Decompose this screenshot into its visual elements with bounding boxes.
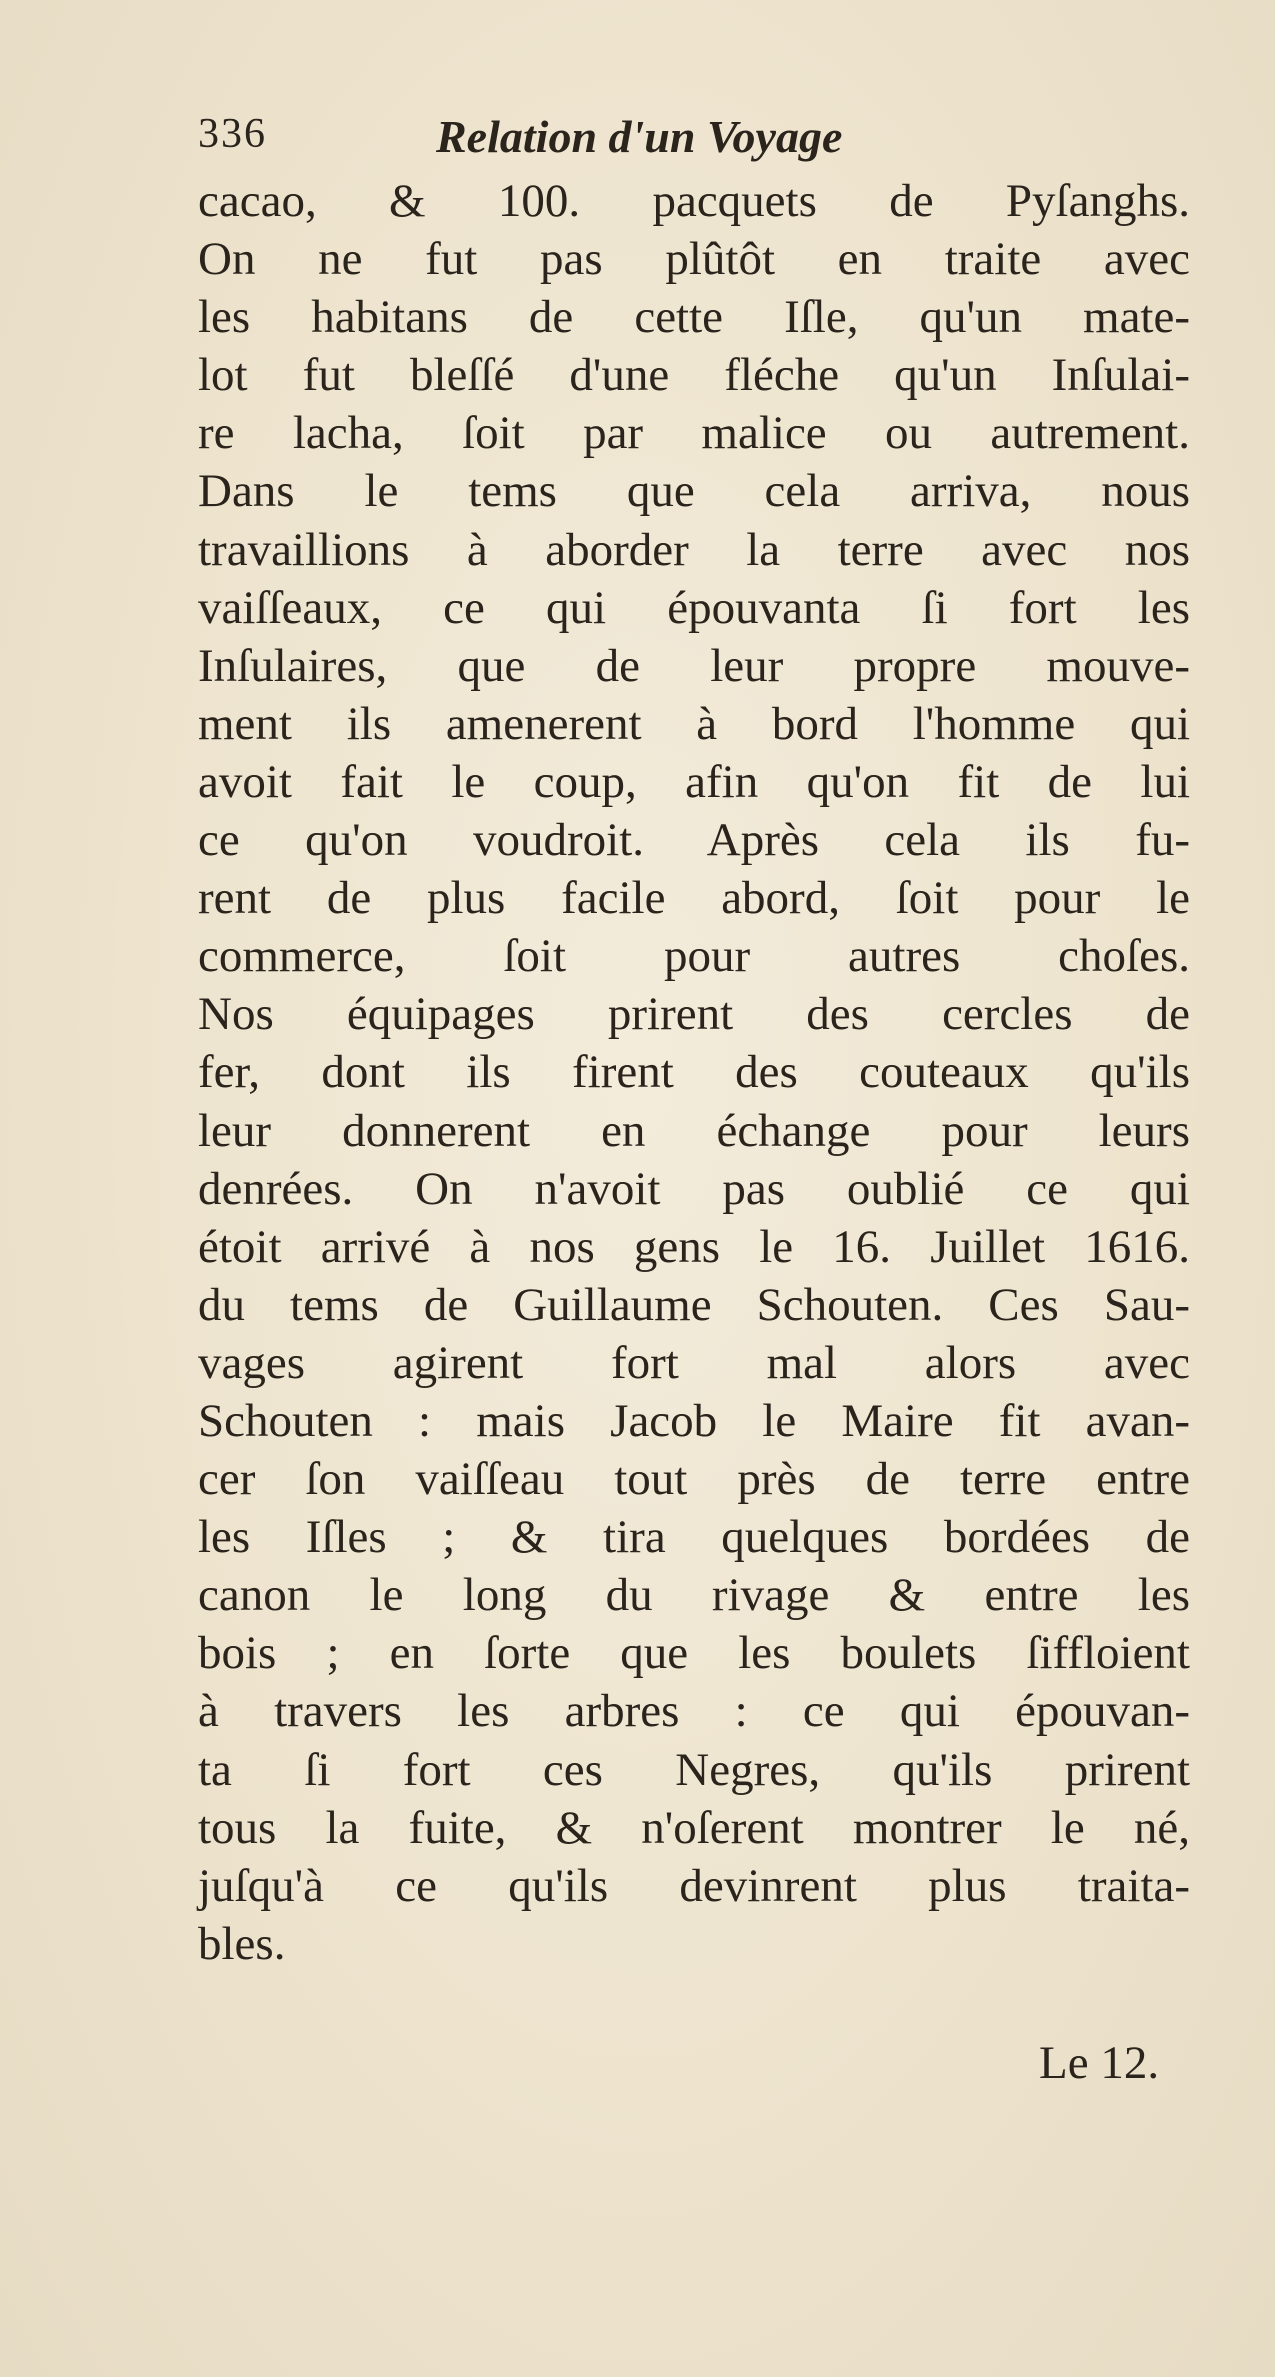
text-line: étoit arrivé à nos gens le 16. Juillet 1616.	[198, 1220, 1190, 1273]
text-line: lot fut bleſſé d'une fléche qu'un Inſulai-	[198, 349, 1190, 402]
catchword: Le 12.	[1039, 2037, 1160, 2089]
text-line: leur donnerent en échange pour leurs	[198, 1104, 1190, 1157]
text-line: rent de plus facile abord, ſoit pour le	[198, 872, 1190, 925]
text-line: à travers les arbres : ce qui épouvan-	[198, 1685, 1190, 1738]
text-line: fer, dont ils firent des couteaux qu'ils	[198, 1046, 1190, 1099]
text-line: ce qu'on voudroit. Après cela ils fu-	[198, 814, 1190, 867]
text-line: Dans le tems que cela arriva, nous	[198, 465, 1190, 518]
text-line: denrées. On n'avoit pas oublié ce qui	[198, 1162, 1190, 1215]
body-text	[198, 172, 1198, 1973]
text-line: les habitans de cette Iſle, qu'un mate-	[198, 291, 1190, 344]
text-line: cacao, & 100. pacquets de Pyſanghs.	[198, 175, 1190, 227]
text-line: Schouten : mais Jacob le Maire fit avan-	[198, 1394, 1190, 1447]
text-line: ta ſi fort ces Negres, qu'ils prirent	[198, 1743, 1190, 1796]
text-line: Nos équipages prirent des cercles de	[198, 988, 1190, 1041]
text-line: vages agirent fort mal alors avec	[198, 1336, 1190, 1389]
page-header	[198, 110, 1098, 170]
text-line: re lacha, ſoit par malice ou autrement.	[198, 407, 1190, 460]
text-line: tous la fuite, & n'oſerent montrer le né,	[198, 1801, 1190, 1854]
page-number: 336	[198, 111, 267, 157]
text-line: bles.	[198, 1917, 286, 1970]
text-line: vaiſſeaux, ce qui épouvanta ſi fort les	[198, 581, 1190, 634]
text-line: du tems de Guillaume Schouten. Ces Sau-	[198, 1278, 1190, 1331]
text-line: commerce, ſoit pour autres choſes.	[198, 930, 1190, 983]
text-line: avoit fait le coup, afin qu'on fit de lui	[198, 755, 1190, 808]
text-line: Inſulaires, que de leur propre mouve-	[198, 639, 1190, 692]
text-line: bois ; en ſorte que les boulets ſiffloient	[198, 1627, 1190, 1680]
text-line: les Iſles ; & tira quelques bordées de	[198, 1511, 1190, 1564]
text-line: On ne fut pas plûtôt en traite avec	[198, 233, 1190, 286]
text-line: juſqu'à ce qu'ils devinrent plus traita-	[198, 1859, 1190, 1912]
text-line: canon le long du rivage & entre les	[198, 1569, 1190, 1622]
text-line: travaillions à aborder la terre avec nos	[198, 523, 1190, 576]
running-title: Relation d'un Voyage	[436, 111, 843, 162]
text-line: ment ils amenerent à bord l'homme qui	[198, 697, 1190, 750]
text-line: cer ſon vaiſſeau tout près de terre entre	[198, 1453, 1190, 1506]
